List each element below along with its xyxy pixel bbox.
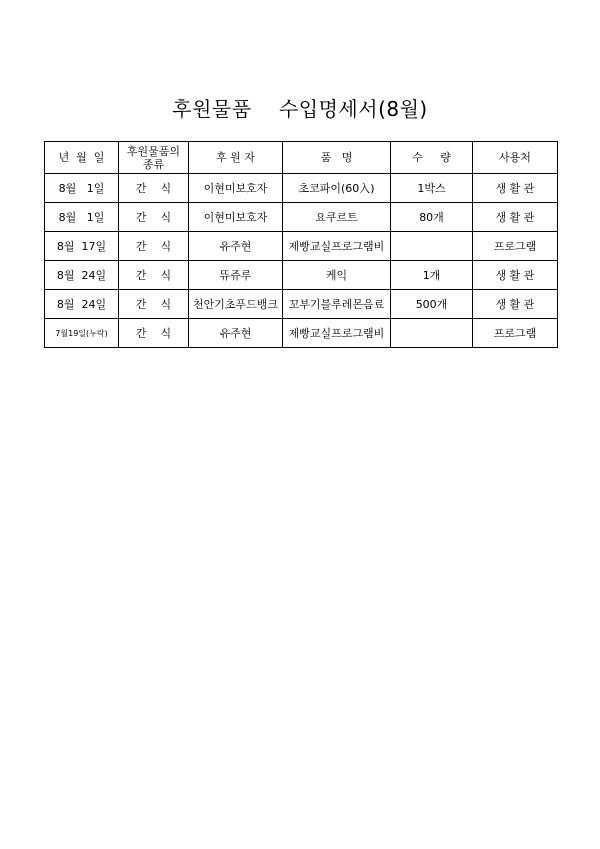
cell-item: 요쿠르트	[283, 203, 391, 232]
cell-donor: 천안기초푸드뱅크	[189, 290, 283, 319]
cell-item: 초코파이(60入)	[283, 174, 391, 203]
cell-kind: 간 식	[119, 290, 189, 319]
cell-donor: 유주현	[189, 232, 283, 261]
cell-date: 7월19일(누락)	[45, 319, 119, 348]
header-item-kind: 후원물품의 종류	[119, 142, 189, 174]
header-quantity: 수 량	[391, 142, 473, 174]
table-row	[45, 174, 558, 203]
cell-date: 8월 1일	[45, 174, 119, 203]
cell-item: 제빵교실프로그램비	[283, 319, 391, 348]
cell-kind: 간 식	[119, 232, 189, 261]
cell-donor: 뜌쥬루	[189, 261, 283, 290]
header-date: 년 월 일	[45, 142, 119, 174]
cell-date: 8월 24일	[45, 290, 119, 319]
cell-donor: 유주현	[189, 319, 283, 348]
cell-date: 8월 1일	[45, 203, 119, 232]
cell-usage: 생 활 관	[473, 174, 558, 203]
cell-usage: 생 활 관	[473, 203, 558, 232]
cell-usage: 프로그램	[473, 319, 558, 348]
table-row	[45, 203, 558, 232]
table-row	[45, 261, 558, 290]
cell-item: 케익	[283, 261, 391, 290]
document-title: 후원물품 수입명세서(8월)	[172, 97, 428, 121]
header-item-name: 품 명	[283, 142, 391, 174]
cell-quantity: 1박스	[391, 174, 473, 203]
cell-kind: 간 식	[119, 261, 189, 290]
cell-kind: 간 식	[119, 203, 189, 232]
cell-donor: 이현미보호자	[189, 203, 283, 232]
cell-item: 꼬부기블루레몬음료	[283, 290, 391, 319]
cell-quantity	[391, 232, 473, 261]
donation-ledger-table	[44, 141, 558, 348]
cell-item: 제빵교실프로그램비	[283, 232, 391, 261]
header-donor: 후 원 자	[189, 142, 283, 174]
cell-quantity: 500개	[391, 290, 473, 319]
cell-quantity: 80개	[391, 203, 473, 232]
cell-date: 8월 24일	[45, 261, 119, 290]
table-header-row	[45, 142, 558, 174]
cell-kind: 간 식	[119, 319, 189, 348]
table-row	[45, 290, 558, 319]
cell-quantity: 1개	[391, 261, 473, 290]
cell-usage: 프로그램	[473, 232, 558, 261]
cell-usage: 생 활 관	[473, 261, 558, 290]
cell-usage: 생 활 관	[473, 290, 558, 319]
cell-quantity	[391, 319, 473, 348]
table-row	[45, 232, 558, 261]
table-row	[45, 319, 558, 348]
cell-date: 8월 17일	[45, 232, 119, 261]
cell-kind: 간 식	[119, 174, 189, 203]
header-usage: 사용처	[473, 142, 558, 174]
cell-donor: 이현미보호자	[189, 174, 283, 203]
